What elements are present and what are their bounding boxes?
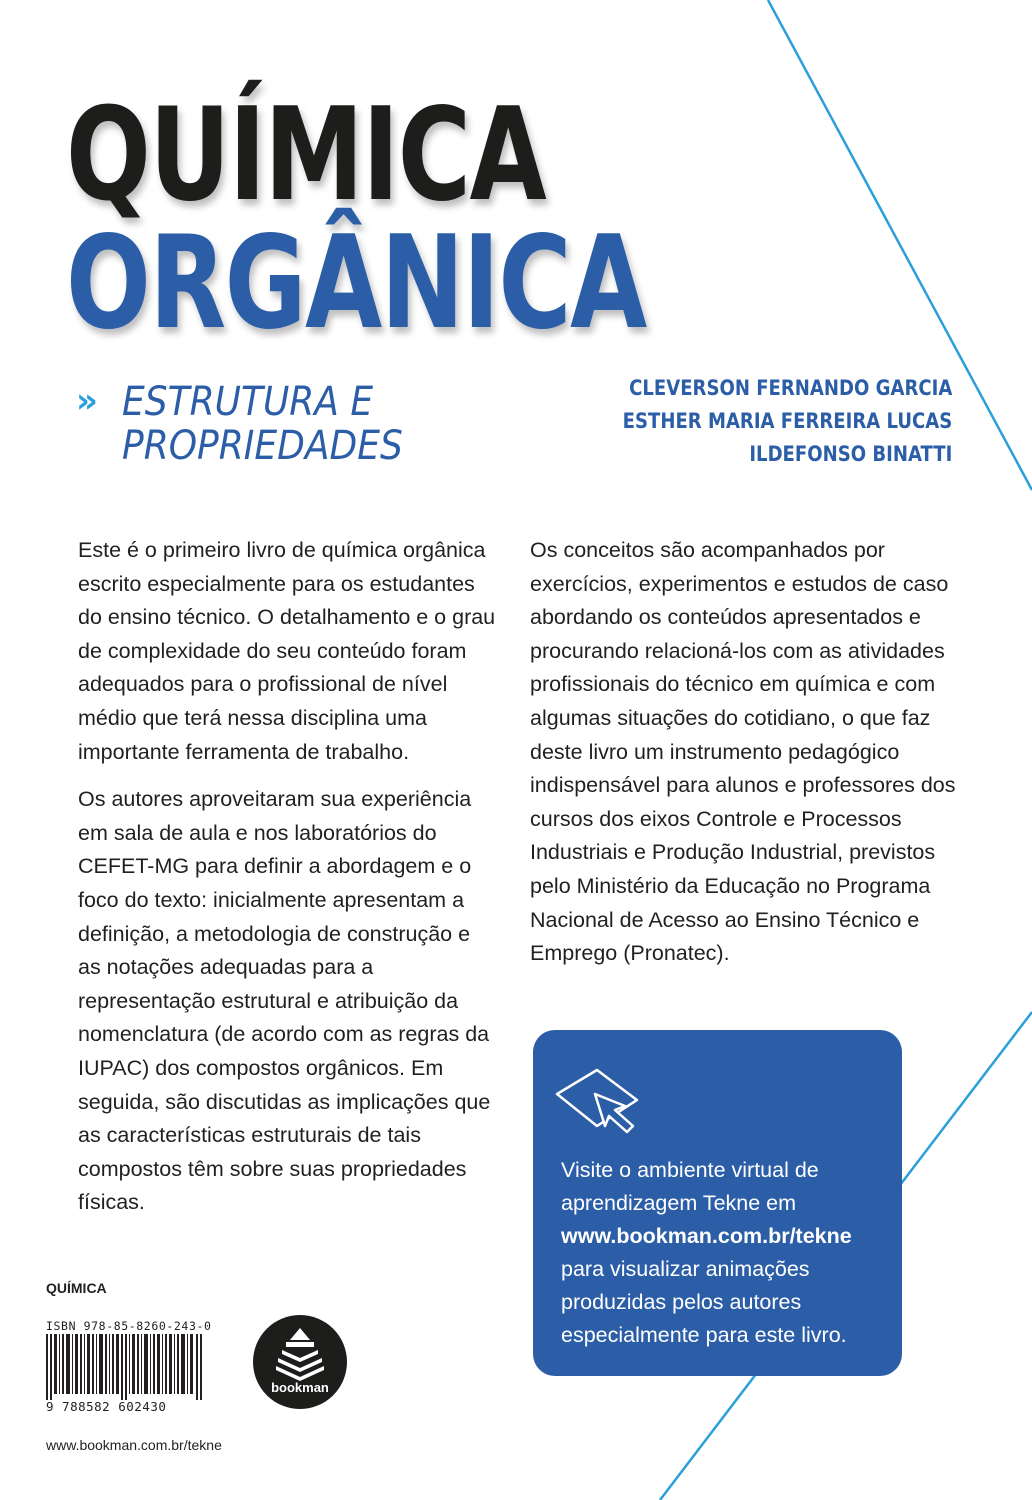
description-paragraph: Os conceitos são acompanhados por exercícios, experimentos e estudos de caso abordando os conteúdos apresentados e procurando relacioná-los com as atividades profissionais do técnico em química e com algumas situações do cotidiano, o que faz deste livro um instrumento pedagógico indispensável para alunos e professores dos cursos dos eixos Controle e Processos Industriais e Produção Industrial, previstos pelo Ministério da Educação no Programa Nacional de Acesso ao Ensino Técnico e Emprego (Pronatec). xyxy=(530,538,956,966)
description-left-column xyxy=(78,534,498,1234)
barcode-number: 9 788582 602430 xyxy=(46,1399,167,1414)
tekne-text-intro: Visite o ambiente virtual de aprendizagem Tekne em xyxy=(561,1158,819,1215)
author-list xyxy=(569,372,952,471)
subtitle-line-1: ESTRUTURA E xyxy=(122,379,374,425)
title-line-2: ORGÂNICA xyxy=(66,209,646,358)
description-paragraph: Este é o primeiro livro de química orgânica escrito especialmente para os estudantes do ensino técnico. O detalhamento e o grau de complexidade do seu conteúdo foram adequados para o profissional de nível médio que terá nessa disciplina uma importante ferramenta de trabalho. xyxy=(78,538,496,764)
website-link[interactable]: www.bookman.com.br/tekne xyxy=(46,1437,222,1453)
description-right-column xyxy=(530,534,970,985)
description-paragraph: Os autores aproveitaram sua experiência em sala de aula e nos laboratórios do CEFET-MG para definir a abordagem e o foco do texto: inicialmente apresentam a definição, a metodologia de construção e as notações adequadas para a representação estrutural e atribuição da nomenclatura (de acordo com as regras da IUPAC) dos compostos orgânicos. Em seguida, são discutidas as implicações que as características estruturais de tais compostos têm sobre suas propriedades físicas. xyxy=(78,787,491,1215)
category-label: QUÍMICA xyxy=(46,1280,107,1296)
author-name: ESTHER MARIA FERREIRA LUCAS xyxy=(622,409,952,433)
bookman-logo-icon xyxy=(252,1314,348,1410)
tekne-text xyxy=(561,1154,891,1352)
tekne-url-link[interactable]: www.bookman.com.br/tekne xyxy=(561,1224,852,1248)
barcode xyxy=(46,1334,202,1400)
publisher-name: bookman xyxy=(271,1380,329,1395)
subtitle-marker: » xyxy=(76,381,92,421)
author-name: ILDEFONSO BINATTI xyxy=(749,442,952,466)
isbn-label: ISBN 978-85-8260-243-0 xyxy=(46,1319,212,1333)
tekne-promo-box xyxy=(533,1030,902,1376)
title-line-1: QUÍMICA xyxy=(66,81,546,230)
subtitle xyxy=(122,380,403,468)
cursor-click-icon xyxy=(555,1064,655,1136)
tekne-text-outro: para visualizar animações produzidas pelos autores especialmente para este livro. xyxy=(561,1257,847,1347)
subtitle-line-2: PROPRIEDADES xyxy=(122,423,403,469)
author-name: CLEVERSON FERNANDO GARCIA xyxy=(628,376,952,400)
